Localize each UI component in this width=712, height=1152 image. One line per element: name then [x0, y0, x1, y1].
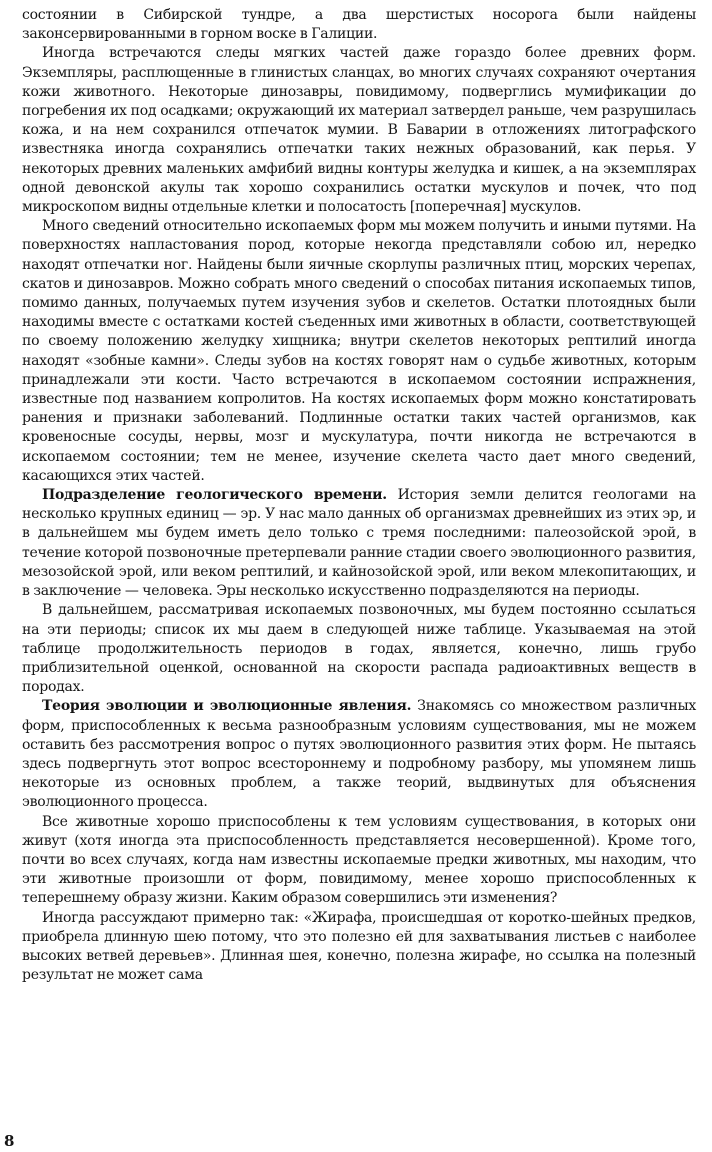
paragraph	[22, 909, 696, 986]
body-text	[22, 6, 696, 985]
paragraph-text: Иногда встречаются следы мягких частей даже гораздо более древних форм. Экземпляры, расплющенные в глинистых сланцах, во многих случаях сохраняют очертания кожи животного. Некоторые динозавры, повидимому, подверглись мумификации до погребения их под осадками; окружающий их материал затвердел раньше, чем разрушилась кожа, и на нем сохранился отпечаток мумии. В Баварии в отложениях литографского известняка иногда сохранялись отпечатки таких нежных образований, как перья. У некоторых древних маленьких амфибий видны контуры желудка и кишек, а на экземплярах одной девонской акулы так хорошо сохранились остатки мускулов и почек, что под микроскопом видны отдельные клетки и полосатость [поперечная] мускулов.	[22, 45, 696, 216]
paragraph	[22, 217, 696, 486]
paragraph-text: История земли делится геологами на несколько крупных единиц — эр. У нас мало данных об организмах древнейших из этих эр, и в дальнейшем мы будем иметь дело только с тремя последними: палеозойской эрой, в течение которой позвоночные претерпевали ранние стадии своего эволюционного развития, мезозойской эрой, или веком рептилий, и кайнозойской эрой, или веком млекопитающих, и в заключение — человека. Эры несколько искусственно подразделяются на периоды.	[22, 487, 696, 600]
paragraph	[22, 6, 696, 44]
paragraph-text: Иногда рассуждают примерно так: «Жирафа, происшедшая от коротко-шейных предков, приобрела длинную шею потому, что это полезно ей для захватывания листьев с наиболее высоких ветвей деревьев». Длинная шея, конечно, полезна жирафе, но ссылка на полезный результат не может сама	[22, 909, 696, 984]
paragraph-text: Все животные хорошо приспособлены к тем условиям существования, в которых они живут (хотя иногда эта приспособленность представляется несовершенной). Кроме того, почти во всех случаях, когда нам известны ископаемые предки животных, мы находим, что эти животные произошли от форм, повидимому, менее хорошо приспособленных к теперешнему образу жизни. Каким образом совершились эти изменения?	[22, 813, 696, 907]
page-number: 8	[4, 1132, 15, 1150]
paragraph	[22, 813, 696, 909]
paragraph	[22, 697, 696, 812]
paragraph-text: В дальнейшем, рассматривая ископаемых позвоночных, мы будем постоянно ссылаться на эти периоды; список их мы даем в следующей ниже таблице. Указываемая на этой таблице продолжительность периодов в годах, является, конечно, лишь грубо приблизительной оценкой, основанной на скорости распада радиоактивных веществ в породах.	[22, 602, 696, 696]
paragraph	[22, 486, 696, 601]
paragraph-text: Знакомясь со множеством различных форм, приспособленных к весьма разнообразным условиям существования, мы не можем оставить без рассмотрения вопрос о путях эволюционного развития этих форм. Не пытаясь здесь подвергнуть этот вопрос всестороннему и подробному разбору, мы упомянем лишь некоторые из основных проблем, а также теорий, выдвинутых для объяснения эволюционного процесса.	[22, 698, 697, 811]
paragraph	[22, 44, 696, 217]
paragraph	[22, 601, 696, 697]
paragraph-text: состоянии в Сибирской тундре, а два шерстистых носорога были найдены законсервированными в горном воске в Галиции.	[22, 7, 696, 43]
paragraph-text: Много сведений относительно ископаемых форм мы можем получить и иными путями. На поверхностях напластования пород, которые некогда представляли собою ил, нередко находят отпечатки ног. Найдены были яичные скорлупы различных птиц, морских черепах, скатов и динозавров. Можно собрать много сведений о способах питания ископаемых типов, помимо данных, получаемых путем изучения зубов и скелетов. Остатки плотоядных были находимы вместе с остатками костей съеденных ими животных в области, соответствующей по своему положению желудку хищника; внутри скелетов некоторых рептилий иногда находят «зобные камни». Следы зубов на костях говорят нам о судьбе животных, которым принадлежали эти кости. Часто встречаются в ископаемом состоянии испражнения, известные под названием копролитов. На костях ископаемых форм можно констатировать ранения и признаки заболеваний. Подлинные остатки таких частей организмов, как кровеносные сосуды, нервы, мозг и мускулатура, почти никогда не встречаются в ископаемом состоянии; тем не менее, изучение скелета часто дает много сведений, касающихся этих частей.	[22, 218, 696, 484]
section-heading: Подразделение геологического времени.	[42, 487, 387, 504]
section-heading: Теория эволюции и эволюционные явления.	[42, 698, 412, 715]
